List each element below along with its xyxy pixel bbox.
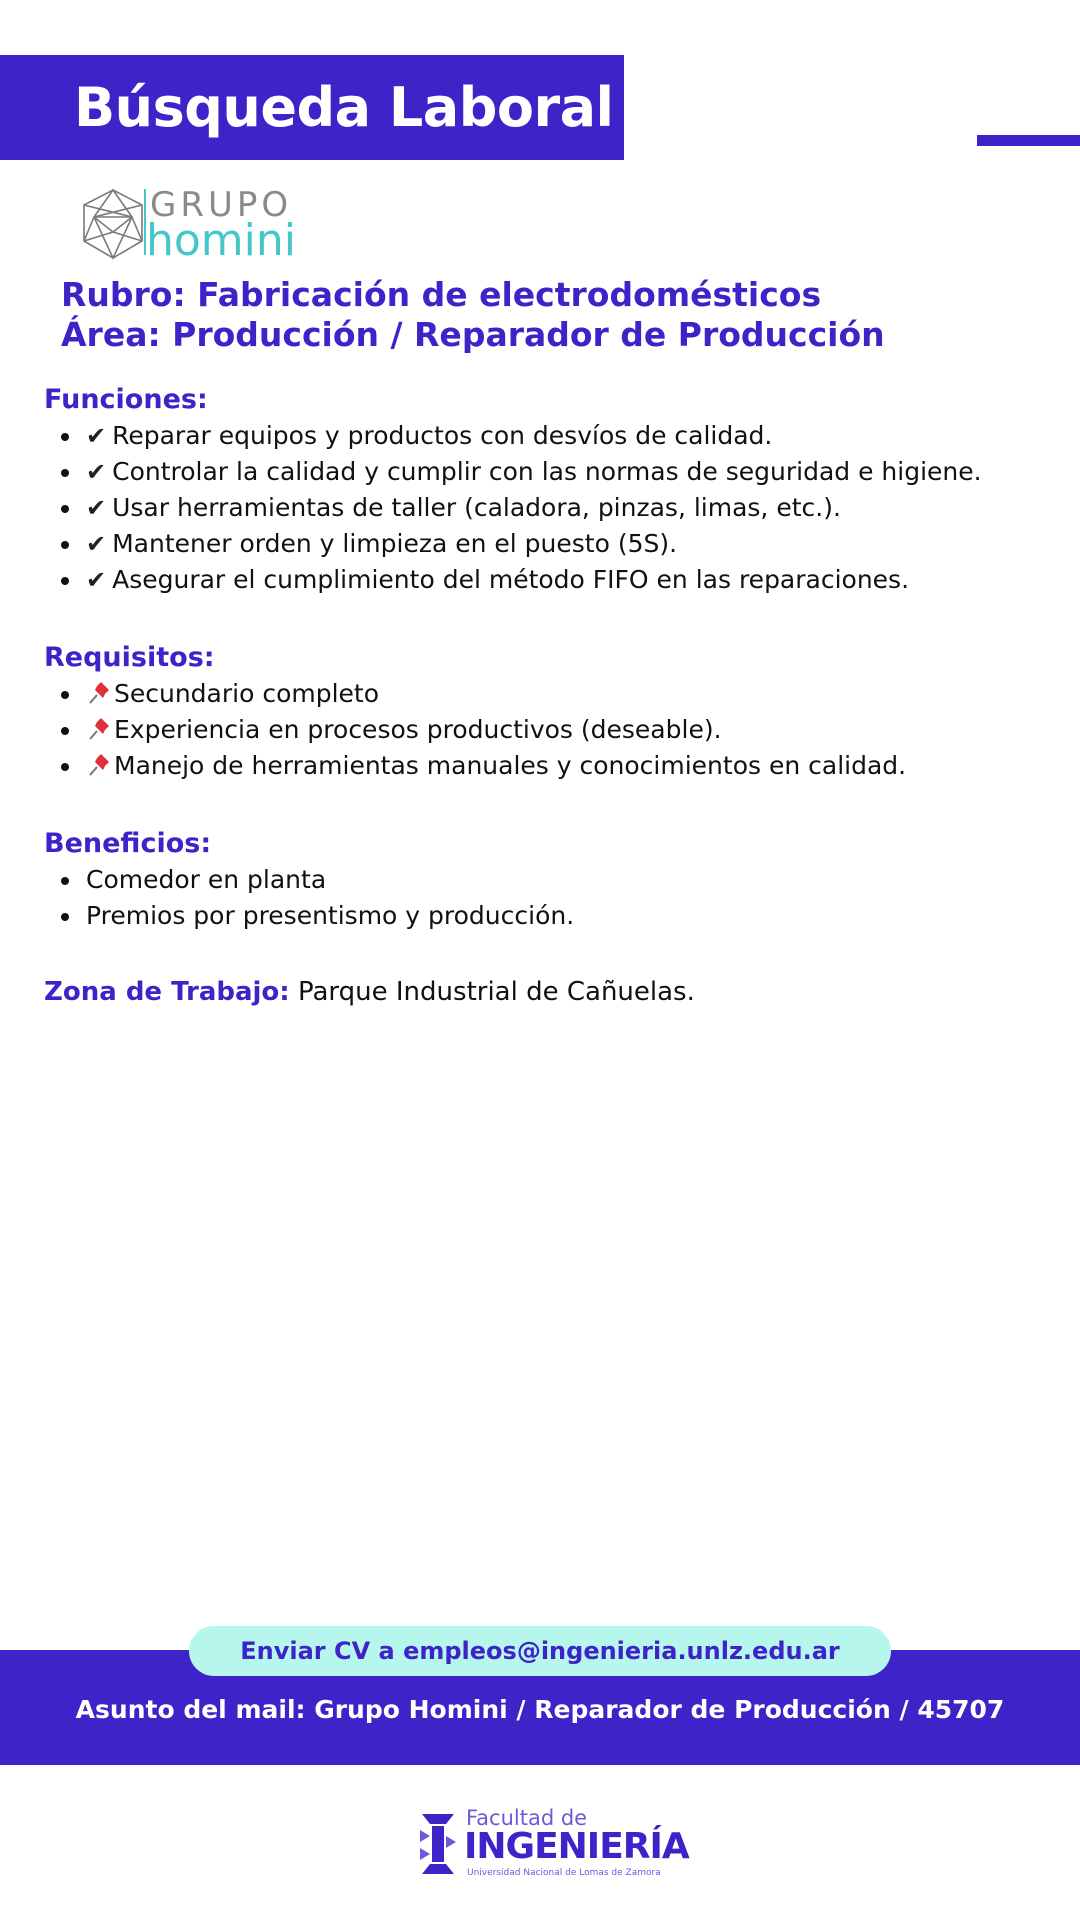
logo-facultad-de: Facultad de [466, 1806, 588, 1830]
check-mark-icon: ✔ [86, 422, 107, 450]
funciones-list [44, 418, 982, 598]
list-item: Manejo de herramientas manuales y conocimientos en calidad. [44, 748, 906, 784]
faculty-emblem-icon [418, 1812, 458, 1876]
email-pill [189, 1626, 891, 1676]
check-mark-icon: ✔ [86, 530, 107, 558]
funciones-title: Funciones: [44, 384, 208, 415]
list-item: ✔ Asegurar el cumplimiento del método FIFO en las reparaciones. [44, 562, 982, 598]
requisitos-list [44, 676, 906, 784]
check-mark-icon: ✔ [86, 458, 107, 486]
beneficios-list [44, 862, 574, 934]
rubro-line: Rubro: Fabricación de electrodomésticos [61, 275, 822, 314]
accent-line [977, 135, 1080, 146]
email-text[interactable]: Enviar CV a empleos@ingenieria.unlz.edu.ar [240, 1637, 840, 1665]
list-item: ✔ Usar herramientas de taller (caladora, pinzas, limas, etc.). [44, 490, 982, 526]
list-item: ✔ Reparar equipos y productos con desvíos de calidad. [44, 418, 982, 454]
beneficios-section [44, 826, 574, 934]
logo-universidad: Universidad Nacional de Lomas de Zamora [467, 1868, 661, 1878]
pushpin-icon [86, 753, 112, 777]
list-item: Secundario completo [44, 676, 906, 712]
facultad-ingenieria-logo [418, 1806, 689, 1880]
zona-value: Parque Industrial de Cañuelas. [297, 977, 695, 1007]
page-title: Búsqueda Laboral [74, 76, 614, 139]
requisitos-title: Requisitos: [44, 642, 215, 673]
requisitos-section [44, 640, 906, 784]
list-item: ✔ Mantener orden y limpieza en el puesto (5S). [44, 526, 982, 562]
pushpin-icon [86, 681, 112, 705]
list-item: Experiencia en procesos productivos (deseable). [44, 712, 906, 748]
title-banner [0, 55, 624, 160]
pushpin-icon [86, 717, 112, 741]
list-item: Premios por presentismo y producción. [44, 898, 574, 934]
job-heading [61, 275, 885, 355]
beneficios-title: Beneficios: [44, 828, 212, 859]
grupo-homini-logo [80, 183, 300, 266]
area-line: Área: Producción / Reparador de Producción [61, 315, 885, 354]
geodesic-sphere-icon [80, 187, 146, 261]
logo-ingenieria: INGENIERÍA [464, 1826, 689, 1867]
funciones-section [44, 382, 982, 598]
logo-word-grupo: GRUPO [150, 185, 293, 225]
zona-de-trabajo [44, 974, 695, 1010]
mail-subject: Asunto del mail: Grupo Homini / Reparador de Producción / 45707 [75, 1695, 1005, 1724]
list-item: ✔ Controlar la calidad y cumplir con las normas de seguridad e higiene. [44, 454, 982, 490]
check-mark-icon: ✔ [86, 494, 107, 522]
check-mark-icon: ✔ [86, 566, 107, 594]
list-item: Comedor en planta [44, 862, 574, 898]
zona-label: Zona de Trabajo: [44, 977, 290, 1007]
logo-word-homini: homini [146, 215, 297, 266]
